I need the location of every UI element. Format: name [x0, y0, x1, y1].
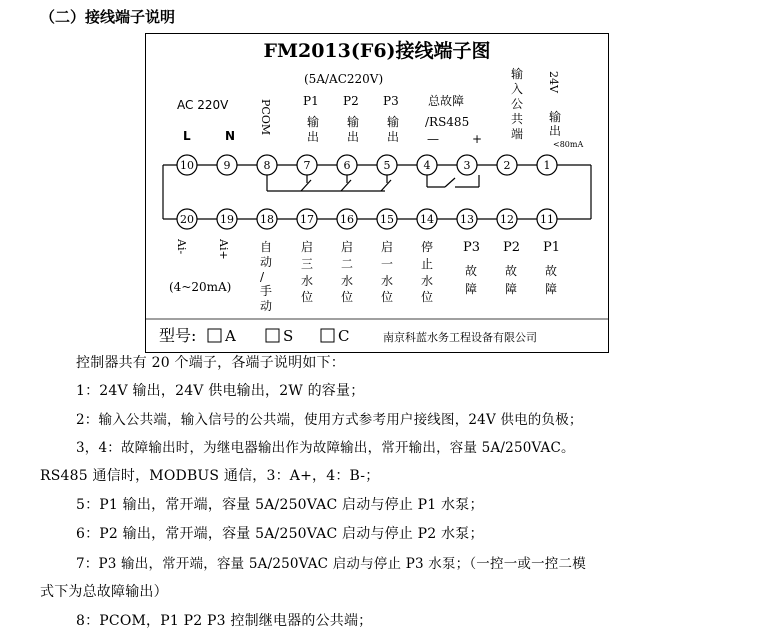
bottom-terminal-number-11: 11	[540, 213, 554, 226]
svg-text:共: 共	[511, 112, 524, 126]
model-c-checkbox	[321, 329, 334, 342]
model-s-label: S	[283, 327, 294, 345]
p3-top-label: P3	[383, 94, 399, 108]
svg-text:手: 手	[260, 284, 273, 298]
ac-220v-label: AC 220V	[177, 98, 229, 112]
svg-text:出: 出	[347, 130, 360, 144]
model-c-label: C	[338, 327, 350, 345]
output-label-p1	[307, 114, 319, 144]
top-terminal-number-6: 6	[343, 159, 351, 172]
top-terminal-number-9: 9	[223, 159, 231, 172]
model-s-checkbox	[266, 329, 279, 342]
svg-text:输: 输	[387, 115, 400, 129]
relay-contacts	[267, 175, 479, 191]
svg-text:故: 故	[545, 264, 558, 278]
top-terminal-number-7: 7	[303, 159, 311, 172]
paragraph-terminal-1: 1：24V 输出，24V 供电输出，2W 的容量；	[76, 383, 365, 399]
svg-text:位: 位	[301, 290, 314, 304]
24v-output-label	[549, 109, 561, 138]
svg-text:/: /	[260, 270, 265, 284]
svg-text:输: 输	[549, 110, 562, 124]
svg-text:障: 障	[465, 282, 478, 296]
p1-fault-title: P1	[543, 240, 561, 255]
svg-text:水: 水	[381, 274, 394, 288]
bottom-terminal-number-16: 16	[340, 213, 354, 226]
pcom-label: PCOM	[259, 99, 272, 136]
svg-text:出: 出	[307, 130, 320, 144]
svg-text:公: 公	[511, 97, 524, 111]
svg-text:水: 水	[301, 274, 314, 288]
paragraph-terminal-8: 8：PCOM，P1 P2 P3 控制继电器的公共端；	[76, 613, 373, 629]
svg-text:输: 输	[307, 115, 320, 129]
ai-minus-label: Ai-	[175, 239, 188, 255]
minus-label: —	[427, 132, 439, 146]
model-a-label: A	[225, 327, 236, 345]
start1-label	[381, 239, 393, 304]
svg-text:位: 位	[421, 290, 434, 304]
ai-plus-label: Ai+	[217, 239, 230, 260]
start3-label	[301, 239, 313, 304]
svg-text:一: 一	[381, 257, 394, 271]
bottom-terminal-number-15: 15	[380, 213, 394, 226]
paragraph-terminal-3-4: 3，4：故障输出时，为继电器输出作为故障输出，常开输出，容量 5A/250VAC。	[76, 440, 575, 456]
svg-text:障: 障	[505, 282, 518, 296]
l-label: L	[183, 129, 191, 143]
company-name: 南京科蓝水务工程设备有限公司	[383, 331, 537, 344]
24v-limit-label: <80mA	[553, 140, 584, 149]
range-label: (4~20mA)	[169, 280, 232, 294]
svg-text:输: 输	[347, 115, 360, 129]
paragraph-terminal-6: 6：P2 输出，常开端，容量 5A/250VAC 启动与停止 P2 水泵；	[76, 526, 484, 542]
paragraph-terminal-7-cont: 式下为总故障输出）	[40, 584, 168, 600]
svg-text:三: 三	[301, 257, 314, 271]
svg-text:动: 动	[260, 299, 273, 313]
bottom-terminal-number-20: 20	[180, 213, 194, 226]
svg-text:启: 启	[381, 240, 394, 254]
svg-text:出: 出	[549, 124, 562, 138]
top-terminal-number-8: 8	[263, 159, 271, 172]
svg-text:障: 障	[545, 282, 558, 296]
n-label: N	[225, 129, 236, 143]
diagram-title: FM2013(F6)接线端子图	[263, 40, 491, 62]
svg-text:停: 停	[421, 240, 434, 254]
svg-text:自: 自	[260, 240, 273, 254]
svg-text:位: 位	[341, 290, 354, 304]
bottom-terminal-number-13: 13	[460, 213, 474, 226]
svg-text:入: 入	[511, 82, 524, 96]
svg-text:启: 启	[301, 240, 314, 254]
fault-label: 总故障	[428, 94, 465, 108]
common-input-label	[511, 66, 523, 141]
svg-text:故: 故	[505, 264, 518, 278]
top-terminal-number-1: 1	[543, 159, 551, 172]
svg-text:水: 水	[421, 274, 434, 288]
bottom-terminal-number-18: 18	[260, 213, 274, 226]
paragraph-terminal-5: 5：P1 输出，常开端，容量 5A/250VAC 启动与停止 P1 水泵；	[76, 497, 484, 513]
svg-text:输: 输	[511, 67, 524, 81]
paragraph-terminal-7: 7：P3 输出，常开端，容量 5A/250VAC 启动与停止 P3 水泵；（一控一或一控二模	[76, 556, 586, 572]
top-terminal-number-4: 4	[423, 159, 431, 172]
rs485-label: /RS485	[425, 115, 470, 129]
svg-text:水: 水	[341, 274, 354, 288]
24v-label: 24V	[547, 71, 560, 93]
svg-text:故: 故	[465, 264, 478, 278]
paragraph-intro: 控制器共有 20 个端子，各端子说明如下：	[76, 355, 345, 371]
model-a-checkbox	[208, 329, 221, 342]
top-terminal-number-5: 5	[383, 159, 391, 172]
top-terminal-number-10: 10	[180, 159, 194, 172]
svg-text:启: 启	[341, 240, 354, 254]
svg-text:二: 二	[341, 257, 354, 271]
svg-text:动: 动	[260, 255, 273, 269]
svg-text:止: 止	[421, 257, 434, 271]
bottom-terminal-number-14: 14	[420, 213, 434, 226]
p1-top-label: P1	[303, 94, 319, 108]
section-heading: （二）接线端子说明	[40, 8, 176, 26]
relay-rating-label: (5A/AC220V)	[304, 72, 384, 86]
plus-label: +	[472, 132, 483, 146]
bottom-terminal-number-19: 19	[220, 213, 234, 226]
svg-text:位: 位	[381, 290, 394, 304]
bottom-terminal-number-17: 17	[300, 213, 314, 226]
p2-top-label: P2	[343, 94, 359, 108]
stop-label	[421, 239, 433, 304]
terminal-wiring-diagram	[145, 33, 609, 353]
top-terminal-number-3: 3	[463, 159, 471, 172]
paragraph-rs485: RS485 通信时，MODBUS 通信，3：A+，4：B-；	[40, 468, 380, 484]
start2-label	[341, 239, 353, 304]
svg-text:出: 出	[387, 130, 400, 144]
output-label-p3	[387, 114, 399, 144]
top-terminal-number-2: 2	[503, 159, 511, 172]
paragraph-terminal-2: 2：输入公共端，输入信号的公共端，使用方式参考用户接线图，24V 供电的负极；	[76, 412, 583, 428]
model-label: 型号:	[159, 326, 197, 345]
fault-labels	[465, 263, 557, 296]
bottom-terminal-number-12: 12	[500, 213, 514, 226]
svg-text:端: 端	[511, 127, 524, 141]
p2-fault-title: P2	[503, 240, 521, 255]
auto-manual-label	[260, 240, 272, 313]
output-label-p2	[347, 114, 359, 144]
p3-fault-title: P3	[463, 240, 481, 255]
